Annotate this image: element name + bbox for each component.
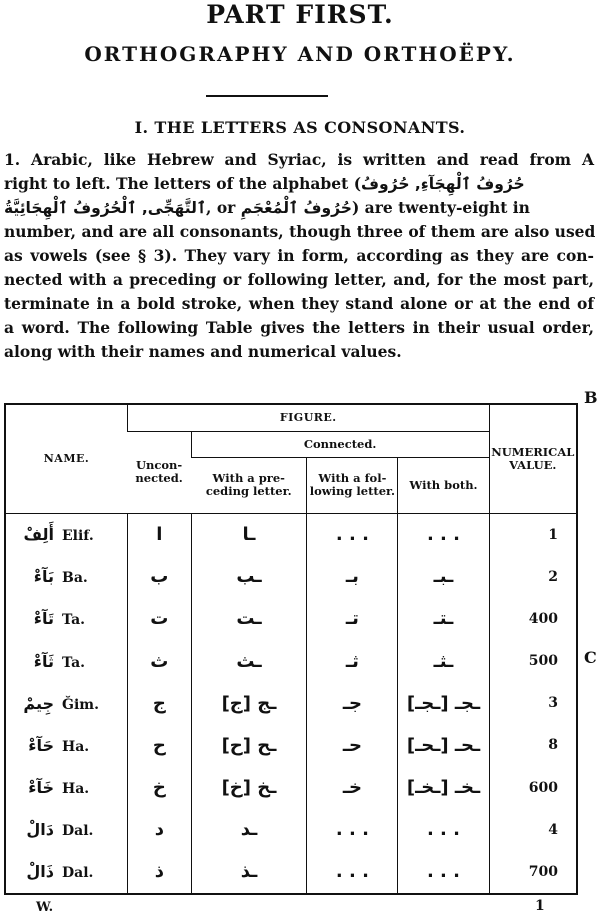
header-figure: FIGURE. — [127, 405, 489, 431]
cell-both: ـتـ — [398, 598, 489, 640]
letter-name-latin: Dal. — [62, 865, 94, 882]
part-title: PART FIRST. — [206, 0, 394, 29]
cell-value: 4 — [489, 809, 576, 851]
cell-both: ـثـ — [398, 640, 489, 682]
table-row — [6, 851, 576, 893]
paragraph-line-1: 1. Arabic, like Hebrew and Syriac, is written and read from A — [4, 150, 594, 169]
cell-value: 700 — [489, 851, 576, 893]
cell-preceding: ـا — [191, 513, 307, 556]
cell-preceding: ـخ [خ] — [191, 766, 307, 808]
cell-preceding: ـت — [191, 598, 307, 640]
divider-rule — [206, 95, 328, 97]
cell-following: حـ — [307, 724, 398, 766]
margin-letter-b: B — [584, 388, 598, 407]
cell-value: 600 — [489, 766, 576, 808]
paragraph-1 — [4, 148, 594, 364]
table-row — [6, 766, 576, 808]
paragraph-line-7: terminate in a bold stroke, when they stand alone or at the end of — [4, 294, 594, 313]
cell-preceding: ـذ — [191, 851, 307, 893]
cell-unconnected: خ — [127, 766, 191, 808]
cell-unconnected: ت — [127, 598, 191, 640]
cell-both: . . . — [398, 851, 489, 893]
cell-value: 1 — [489, 513, 576, 556]
cell-following: جـ — [307, 682, 398, 724]
cell-unconnected: ب — [127, 556, 191, 598]
letter-name-latin: Ta. — [62, 612, 86, 629]
letter-name-latin: Elif. — [62, 528, 94, 545]
cell-unconnected: ج — [127, 682, 191, 724]
cell-both: ـخـ [ـخـ] — [398, 766, 489, 808]
letter-name-latin: Dal. — [62, 823, 94, 840]
header-with-both: With both. — [398, 457, 489, 513]
paragraph-line-8: a word. The following Table gives the letters in their usual order, — [4, 318, 594, 337]
cell-both: ـجـ [ـجـ] — [398, 682, 489, 724]
letter-name-latin: Ğim. — [62, 696, 99, 713]
letter-name-cell — [6, 513, 127, 556]
cell-unconnected: ذ — [127, 851, 191, 893]
table-row — [6, 809, 576, 851]
cell-following: . . . — [307, 809, 398, 851]
table-row — [6, 513, 576, 556]
header-with-following: With a fol- lowing letter. — [307, 457, 398, 513]
cell-unconnected: د — [127, 809, 191, 851]
header-with-preceding: With a pre- ceding letter. — [191, 457, 307, 513]
paragraph-line-5: as vowels (see § 3). They vary in form, according as they are con- — [4, 246, 594, 265]
cell-unconnected: ح — [127, 724, 191, 766]
cell-following: . . . — [307, 851, 398, 893]
letter-name-cell — [6, 640, 127, 682]
letter-name-cell — [6, 809, 127, 851]
letter-name-arabic: تَآءْ — [33, 609, 54, 629]
paragraph-line-2: right to left. The letters of the alphabet (حُرُوفُ ٱلْهِجَآءِ, حُرُوفُ — [4, 174, 525, 193]
letter-name-latin: Ha. — [62, 781, 90, 798]
table-row — [6, 682, 576, 724]
page-number: 1 — [535, 898, 545, 914]
footer-signature: W. — [36, 900, 54, 915]
chapter-subtitle: ORTHOGRAPHY AND ORTHOËPY. — [84, 42, 516, 66]
cell-both: . . . — [398, 513, 489, 556]
header-unconnected: Uncon- nected. — [127, 431, 191, 513]
letter-name-latin: Ha. — [62, 738, 90, 755]
cell-following: تـ — [307, 598, 398, 640]
cell-preceding: ـب — [191, 556, 307, 598]
table-row — [6, 640, 576, 682]
letter-name-cell — [6, 556, 127, 598]
letter-name-arabic: بَآءْ — [33, 567, 54, 587]
letter-name-cell — [6, 724, 127, 766]
letter-name-latin: Ba. — [62, 570, 88, 587]
cell-value: 500 — [489, 640, 576, 682]
letter-name-arabic: ثَآءْ — [33, 651, 54, 671]
paragraph-line-9: along with their names and numerical values. — [4, 342, 402, 361]
section-heading: I. THE LETTERS AS CONSONANTS. — [134, 118, 466, 137]
letter-name-latin: Ta. — [62, 654, 86, 671]
arabic-term: ٱلتَّهَجِّى, ٱلْحُرُوفُ ٱلْهِجَائِيَّةُ — [4, 199, 207, 217]
letter-name-cell — [6, 682, 127, 724]
table-row — [6, 556, 576, 598]
cell-both: ـحـ [ـحـ] — [398, 724, 489, 766]
table-row — [6, 724, 576, 766]
letter-name-arabic: حَآءْ — [28, 735, 54, 755]
cell-value: 2 — [489, 556, 576, 598]
paragraph-line-6: nected with a preceding or following letter, and, for the most part, — [4, 270, 594, 289]
cell-following: ثـ — [307, 640, 398, 682]
cell-both: . . . — [398, 809, 489, 851]
letter-name-cell — [6, 598, 127, 640]
letter-name-arabic: دَالْ — [26, 820, 54, 840]
cell-unconnected: ا — [127, 513, 191, 556]
cell-both: ـبـ — [398, 556, 489, 598]
alphabet-table — [4, 403, 578, 895]
cell-preceding: ـد — [191, 809, 307, 851]
cell-value: 400 — [489, 598, 576, 640]
cell-following: . . . — [307, 513, 398, 556]
letter-name-arabic: ذَالْ — [26, 862, 54, 882]
letter-name-cell — [6, 851, 127, 893]
letter-name-cell — [6, 766, 127, 808]
paragraph-line-4: number, and are all consonants, though three of them are also used — [4, 222, 596, 241]
cell-preceding: ـح [ح] — [191, 724, 307, 766]
header-name: NAME. — [6, 405, 127, 513]
margin-letter-c: C — [584, 648, 597, 667]
header-numerical-value: NUMERICAL VALUE. — [489, 405, 576, 513]
cell-following: خـ — [307, 766, 398, 808]
table-row — [6, 598, 576, 640]
cell-unconnected: ث — [127, 640, 191, 682]
letter-name-arabic: جِيمْ — [23, 693, 54, 713]
paragraph-line-3: ٱلتَّهَجِّى, ٱلْحُرُوفُ ٱلْهِجَائِيَّةُ, or حُرُوفُ ٱلْمُعْجَمِ) are twenty-eight in — [4, 198, 530, 217]
header-connected: Connected. — [191, 431, 489, 457]
cell-value: 3 — [489, 682, 576, 724]
cell-preceding: ـث — [191, 640, 307, 682]
letter-name-arabic: أَلِفْ — [23, 525, 54, 545]
cell-preceding: ـج [ج] — [191, 682, 307, 724]
cell-value: 8 — [489, 724, 576, 766]
arabic-term: حُرُوفُ ٱلْهِجَآءِ, حُرُوفُ — [361, 175, 525, 193]
letter-name-arabic: خَآءْ — [28, 778, 54, 798]
arabic-term: حُرُوفُ ٱلْمُعْجَمِ — [240, 199, 352, 217]
cell-following: بـ — [307, 556, 398, 598]
